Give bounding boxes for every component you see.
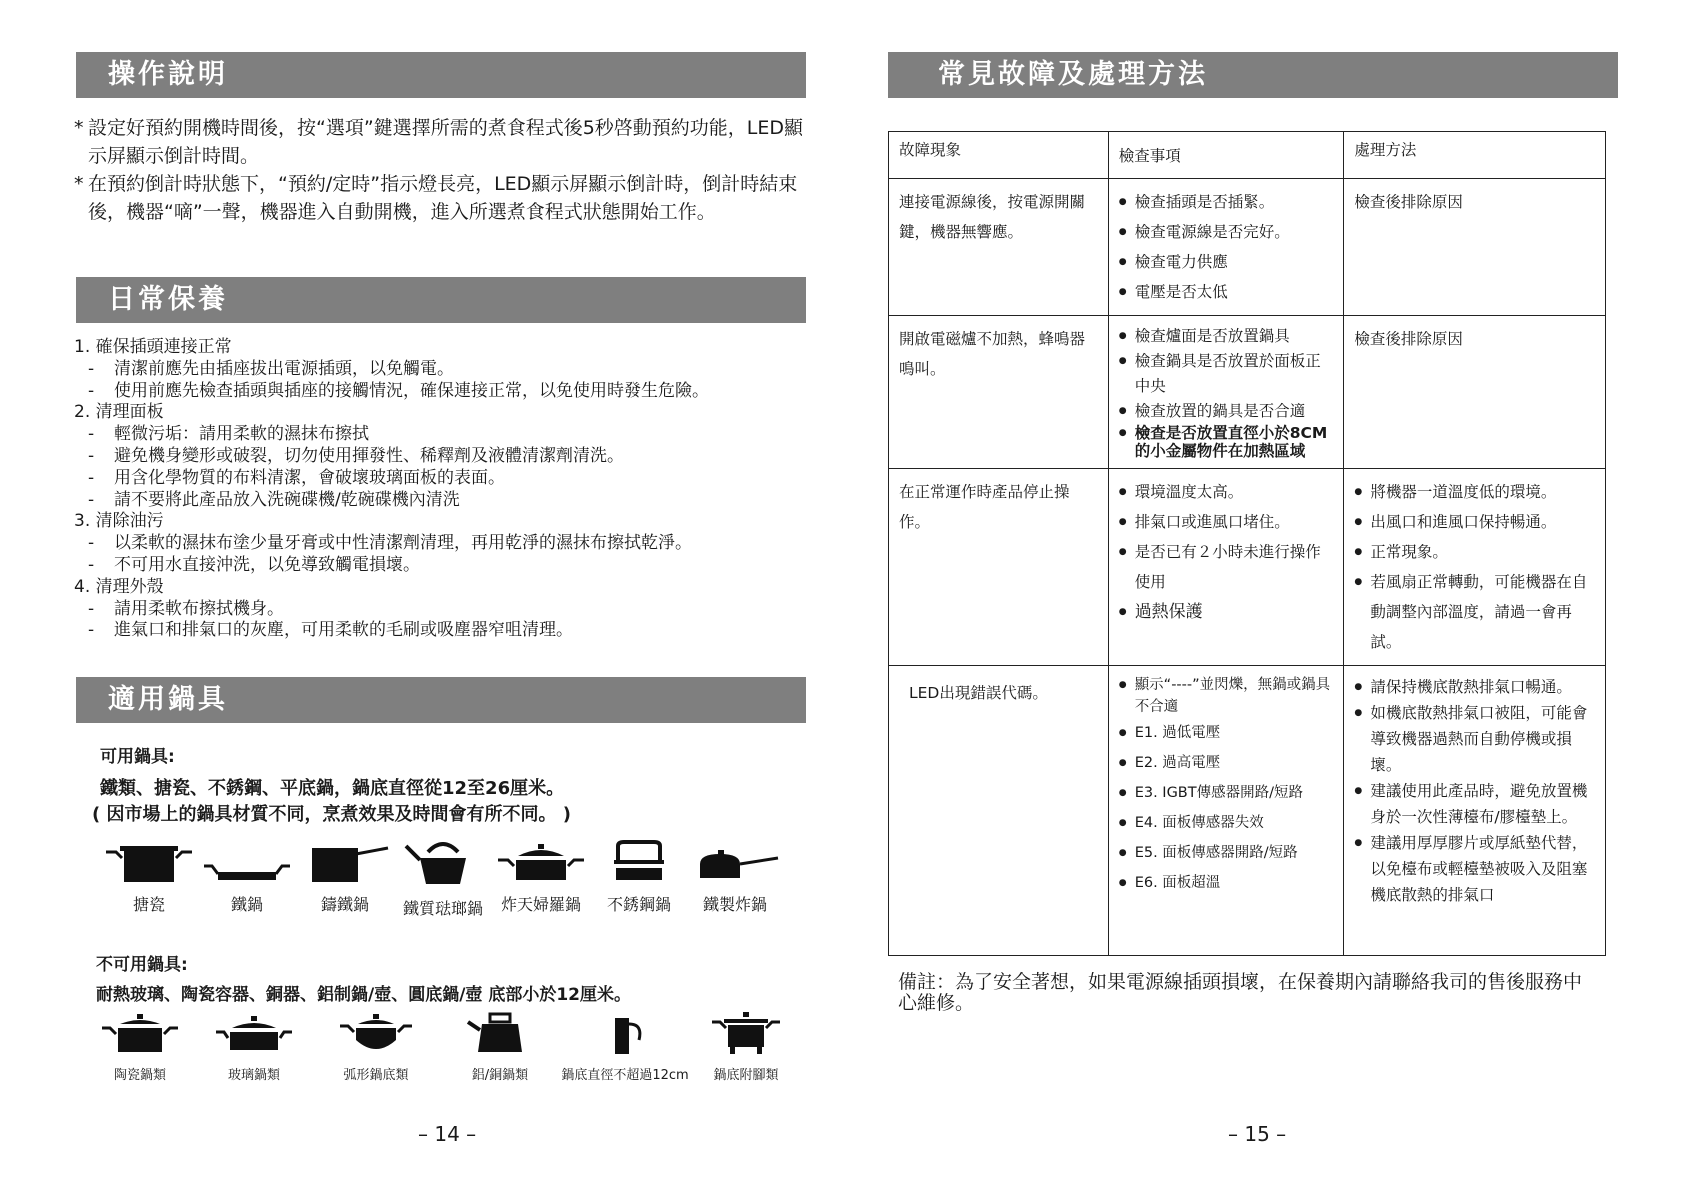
cookware-label: 弧形鍋底類 [343, 1068, 409, 1083]
check-item: ● 檢查是否放置直徑小於8CM的小金屬物件在加熱區域 [1119, 424, 1334, 460]
care-item: - 以柔軟的濕抹布塗少量牙膏或中性清潔劑清理，再用乾淨的濕抹布擦拭乾淨。 [88, 533, 692, 554]
page-number-right: – 15 – [1228, 1122, 1287, 1146]
check-item: ● 檢查鍋具是否放置於面板正中央 [1119, 349, 1334, 399]
care-heading: 2. 清理面板 [74, 402, 164, 423]
table-row [889, 469, 1606, 666]
solution-item: ● 將機器一道溫度低的環境。 [1354, 477, 1595, 507]
care-item: - 請用柔軟布擦拭機身。 [88, 598, 284, 619]
care-list [74, 337, 814, 642]
section-header-cookware: 適用鍋具 [76, 677, 806, 723]
check-item: ● 檢查電源線是否完好。 [1119, 217, 1334, 247]
troubleshooting-table [888, 131, 1606, 956]
check-cell [1108, 469, 1344, 666]
solution-cell: 檢查後排除原因 [1344, 179, 1606, 316]
usable-cookware-cast-iron [300, 838, 390, 915]
unusable-cookware-aluminum [460, 1010, 540, 1083]
table-header-row [889, 132, 1606, 179]
check-cell [1108, 179, 1344, 316]
cookware-label: 鐵製炸鍋 [702, 895, 767, 914]
operation-item-2: * 在預約倒計時狀態下，“預約/定時”指示燈長亮，LED顯示屏顯示倒計時，倒計時結束後，機器“嘀”一聲，機器進入自動開機，進入所選煮食程式狀態開始工作。 [74, 173, 798, 223]
check-cell [1108, 316, 1344, 469]
cookware-label: 鐵質琺瑯鍋 [402, 899, 483, 918]
solution-item: ● 建議用厚厚膠片或厚紙墊代替，以免檯布或輕檯墊被吸入及阻塞機底散熱的排氣口 [1354, 830, 1595, 908]
solution-item: ● 建議使用此產品時，避免放置機身於一次性薄檯布/膠檯墊上。 [1354, 778, 1595, 830]
unusable-cookware-curved [336, 1010, 416, 1083]
check-item: ● 是否已有２小時未進行操作使用 [1119, 537, 1334, 597]
care-heading: 4. 清理外殼 [74, 576, 164, 597]
check-item: ● 電壓是否太低 [1119, 277, 1334, 307]
frying-pan-icon [690, 838, 780, 884]
care-heading: 3. 清除油污 [74, 511, 164, 532]
table-row [889, 179, 1606, 316]
usable-cookware-tempura [496, 838, 586, 915]
header-solution: 處理方法 [1344, 132, 1606, 179]
check-item: ● E2. 過高電壓 [1119, 748, 1334, 778]
unusable-cookware-glass [214, 1010, 294, 1083]
page-number-left: – 14 – [418, 1122, 477, 1146]
table-row [889, 316, 1606, 469]
check-item: ● 檢查放置的鍋具是否合適 [1119, 399, 1334, 424]
kettle-icon [398, 838, 488, 888]
check-item: ● 檢查插頭是否插緊。 [1119, 187, 1334, 217]
check-item: ● E1. 過低電壓 [1119, 718, 1334, 748]
symptom-cell: 連接電源線後，按電源開關鍵，機器無響應。 [889, 179, 1109, 316]
cookware-label: 炸天婦羅鍋 [500, 895, 581, 914]
solution-item: ● 請保持機底散熱排氣口暢通。 [1354, 674, 1595, 700]
curved-bottom-pot-icon [336, 1010, 416, 1056]
solution-cell [1344, 666, 1606, 956]
check-item: ● 顯示“----”並閃爍，無鍋或鍋具不合適 [1119, 674, 1334, 718]
care-heading: 1. 確保插頭連接正常 [74, 337, 232, 357]
usable-cookware-stainless [594, 838, 684, 915]
care-item: - 請不要將此產品放入洗碗碟機/乾碗碟機內清洗 [88, 489, 460, 510]
iron-pan-icon [202, 838, 292, 884]
care-item: - 進氣口和排氣口的灰塵，可用柔軟的毛刷或吸塵器窄咀清理。 [88, 620, 573, 641]
solution-cell: 檢查後排除原因 [1344, 316, 1606, 469]
table-row [889, 666, 1606, 956]
usable-cookware-enamel-iron [398, 838, 488, 919]
cookware-label: 鑄鐵鍋 [320, 895, 369, 914]
unusable-label: 不可用鍋具: [96, 955, 188, 975]
ceramic-pot-icon [100, 1010, 180, 1056]
cookware-label: 鍋底直徑不超過12cm [561, 1068, 689, 1083]
usable-cookware-iron [202, 838, 292, 915]
enamel-pot-icon [104, 838, 194, 884]
care-item: - 避免機身變形或破裂，切勿使用揮發性、稀釋劑及液體清潔劑清洗。 [88, 445, 624, 466]
care-item: - 不可用水直接沖洗，以免導致觸電損壞。 [88, 554, 420, 575]
care-item: - 清潔前應先由插座拔出電源插頭，以免觸電。 [88, 358, 454, 379]
cookware-label: 鋁/銅鍋類 [471, 1068, 529, 1083]
unusable-description: 耐熱玻璃、陶瓷容器、銅器、鋁制鍋/壺、圓底鍋/壺 底部小於12厘米。 [96, 985, 631, 1005]
check-item: ● 排氣口或進風口堵住。 [1119, 507, 1334, 537]
check-item: ● 環境溫度太高。 [1119, 477, 1334, 507]
cookware-label: 陶瓷鍋類 [113, 1068, 166, 1083]
care-item: - 使用前應先檢查插頭與插座的接觸情況，確保連接正常，以免使用時發生危險。 [88, 380, 709, 401]
header-symptom: 故障現象 [889, 132, 1109, 179]
check-item: ● E6. 面板超溫 [1119, 868, 1334, 898]
check-item: ● 檢查電力供應 [1119, 247, 1334, 277]
cast-iron-pot-icon [300, 838, 390, 884]
tempura-pot-icon [496, 838, 586, 884]
solution-item: ● 出風口和進風口保持暢通。 [1354, 507, 1595, 537]
glass-pot-icon [214, 1010, 294, 1056]
symptom-cell: LED出現錯誤代碼。 [889, 666, 1109, 956]
usable-description: 鐵類、搪瓷、不銹鋼、平底鍋，鍋底直徑從12至26厘米。 [100, 778, 565, 799]
usable-cookware-iron-fryer [690, 838, 780, 915]
symptom-cell: 在正常運作時產品停止操作。 [889, 469, 1109, 666]
solution-item: ● 若風扇正常轉動，可能機器在自動調整內部溫度，請過一會再試。 [1354, 567, 1595, 657]
cookware-label: 玻璃鍋類 [227, 1068, 280, 1083]
stainless-pot-icon [594, 838, 684, 884]
section-header-operation: 操作說明 [76, 52, 806, 98]
check-item: ● 檢查爐面是否放置鍋具 [1119, 324, 1334, 349]
symptom-cell: 開啟電磁爐不加熱，蜂鳴器鳴叫。 [889, 316, 1109, 469]
aluminum-kettle-icon [460, 1010, 540, 1056]
check-item: ● E5. 面板傳感器開路/短路 [1119, 838, 1334, 868]
usable-note: ( 因市場上的鍋具材質不同，烹煮效果及時間會有所不同。 ) [92, 804, 571, 825]
small-kettle-icon [585, 1010, 665, 1056]
check-item: ● E3. IGBT傳感器開路/短路 [1119, 778, 1334, 808]
care-item: - 用含化學物質的布料清潔，會破壞玻璃面板的表面。 [88, 467, 505, 488]
operation-item-1: * 設定好預約開機時間後，按“選項”鍵選擇所需的煮食程式後5秒啓動預約功能，LED顯示屏顯示倒計時間。 [74, 117, 803, 167]
solution-item: ● 如機底散熱排氣口被阻，可能會導致機器過熱而自動停機或損壞。 [1354, 700, 1595, 778]
unusable-cookware-small [560, 1010, 690, 1083]
unusable-cookware-ceramic [100, 1010, 180, 1083]
cookware-label: 不銹鋼鍋 [606, 895, 671, 914]
unusable-cookware-legged [706, 1010, 786, 1083]
operation-text [74, 114, 804, 226]
cookware-label: 搪瓷 [132, 895, 165, 914]
check-item: ● E4. 面板傳感器失效 [1119, 808, 1334, 838]
section-header-troubleshooting: 常見故障及處理方法 [888, 52, 1618, 98]
usable-cookware-enamel [104, 838, 194, 915]
legged-pot-icon [706, 1010, 786, 1056]
check-cell [1108, 666, 1344, 956]
care-item: - 輕微污垢：請用柔軟的濕抹布擦拭 [88, 424, 369, 445]
usable-cookware-row [90, 838, 810, 928]
unusable-cookware-row [90, 1010, 810, 1090]
solution-cell [1344, 469, 1606, 666]
header-check: 檢查事項 [1108, 132, 1344, 179]
footnote: 備註：為了安全著想，如果電源線插頭損壞，在保養期內請聯絡我司的售後服務中心維修。 [898, 971, 1583, 1014]
usable-label: 可用鍋具: [100, 747, 175, 767]
cookware-label: 鍋底附腳類 [713, 1068, 779, 1083]
check-item: ● 過熱保護 [1119, 597, 1334, 627]
solution-item: ● 正常現象。 [1354, 537, 1595, 567]
section-header-care: 日常保養 [76, 277, 806, 323]
cookware-label: 鐵鍋 [230, 895, 263, 914]
